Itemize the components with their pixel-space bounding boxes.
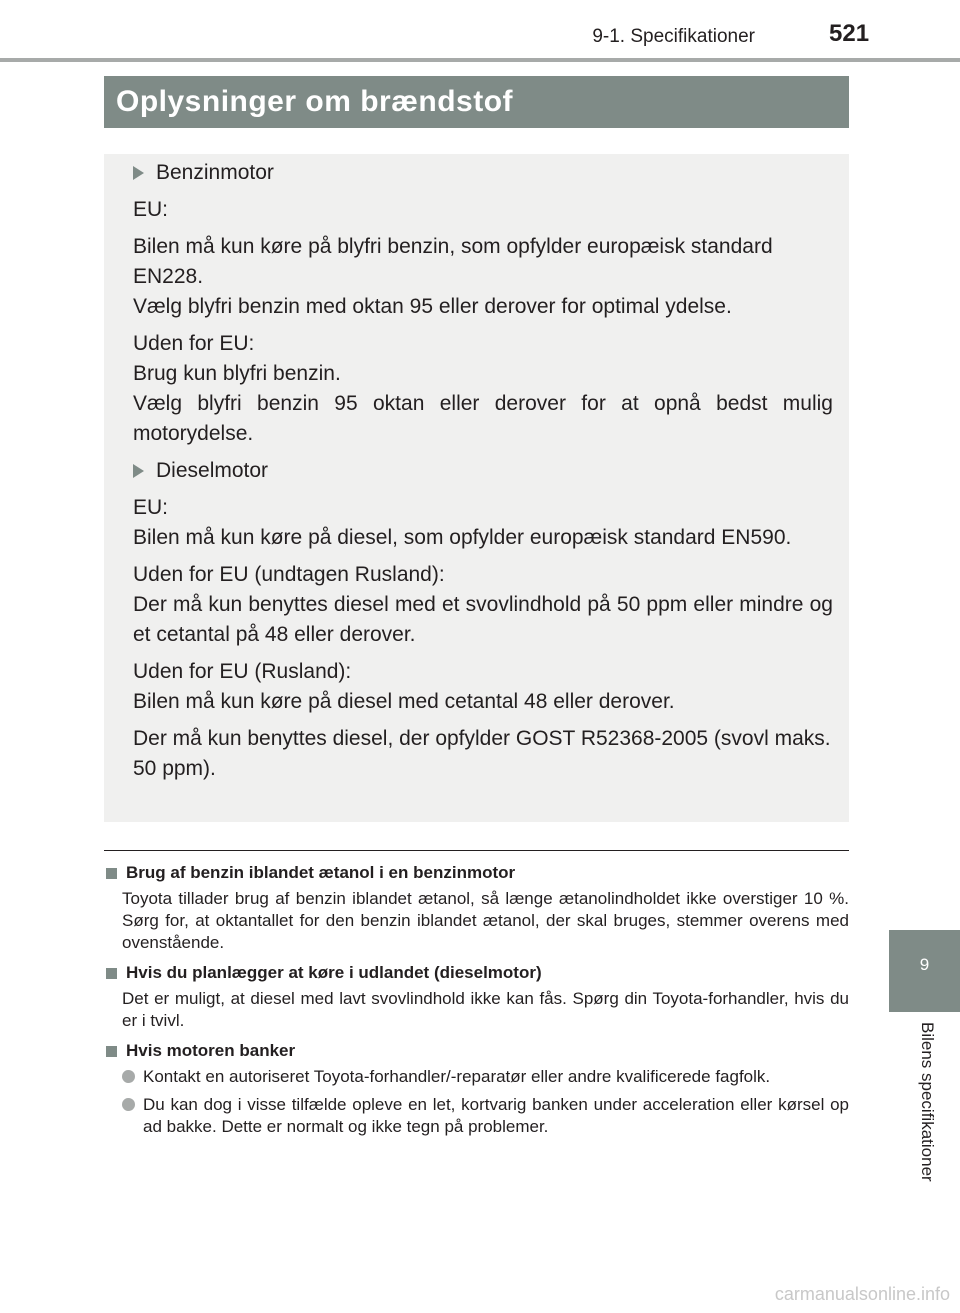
petrol-noneu-label: Uden for EU:	[133, 332, 255, 355]
circle-bullet-icon	[122, 1070, 135, 1083]
petrol-eu-text-1: Bilen må kun køre på blyfri benzin, som opfylder europæisk standard EN228.	[133, 235, 773, 288]
note-heading-text: Hvis du planlægger at køre i udlandet (dieselmotor)	[126, 963, 542, 982]
chapter-number: 9	[889, 930, 960, 1012]
diesel-ru-text-1: Bilen må kun køre på diesel med cetantal 48 eller derover.	[133, 690, 675, 713]
square-bullet-icon	[106, 868, 117, 879]
petrol-noneu-text-1: Brug kun blyfri benzin.	[133, 362, 341, 385]
fuel-info-box	[104, 154, 849, 822]
note-text-abroad: Det er muligt, at diesel med lavt svovlindhold ikke kan fås. Spørg din Toyota-forhandler, hvis du er i tvivl.	[122, 989, 849, 1030]
diesel-ru-text-2: Der må kun benyttes diesel, der opfylder GOST R52368-2005 (svovl maks. 50 ppm).	[133, 727, 831, 780]
circle-bullet-icon	[122, 1098, 135, 1111]
square-bullet-icon	[106, 1046, 117, 1057]
running-header-section: 9-1. Specifikationer	[592, 26, 755, 47]
bullet-text: Du kan dog i visse tilfælde opleve en let, kortvarig banken under acceleration eller kørsel op ad bakke. Dette er normalt og ikke tegn på problemer.	[143, 1095, 849, 1136]
diesel-heading-text: Dieselmotor	[156, 459, 269, 482]
petrol-subheading	[133, 158, 833, 188]
separator-rule	[104, 850, 849, 851]
petrol-eu-label: EU:	[133, 198, 169, 221]
note-heading-text: Hvis motoren banker	[126, 1041, 296, 1060]
note-heading-knock	[104, 1040, 849, 1062]
diesel-eu-label: EU:	[133, 496, 169, 519]
header-rule	[0, 58, 960, 62]
bullet-item	[104, 1066, 849, 1088]
diesel-noneu-text: Der må kun benyttes diesel med et svovlindhold på 50 ppm eller mindre og et cetantal på 48 eller derover.	[133, 593, 833, 646]
diesel-subheading	[133, 456, 833, 486]
note-heading-abroad	[104, 962, 849, 984]
notes-section	[104, 862, 849, 1144]
square-bullet-icon	[106, 968, 117, 979]
diesel-noneu-label: Uden for EU (undtagen Rusland):	[133, 563, 445, 586]
petrol-noneu-text-2: Vælg blyfri benzin 95 oktan eller derover for at opnå bedst mulig motorydelse.	[133, 392, 833, 445]
note-text-ethanol: Toyota tillader brug af benzin iblandet ætanol, så længe ætanolindholdet ikke overstiger 10 %. Sørg for, at oktantallet for den benzin iblandet ætanol, der skal bruges, stemmer overens med ovenstående.	[122, 889, 849, 952]
section-title-banner: Oplysninger om brændstof	[104, 76, 849, 128]
note-heading-ethanol	[104, 862, 849, 884]
bullet-text: Kontakt en autoriseret Toyota-forhandler/-reparatør eller andre kvalificerede fagfolk.	[143, 1067, 771, 1086]
diesel-eu-text: Bilen må kun køre på diesel, som opfylder europæisk standard EN590.	[133, 526, 792, 549]
page-number: 521	[829, 20, 870, 47]
chapter-side-tab	[889, 930, 960, 1210]
petrol-eu-text-2: Vælg blyfri benzin med oktan 95 eller derover for optimal ydelse.	[133, 295, 732, 318]
chapter-title: Bilens specifikationer	[918, 1022, 937, 1182]
note-heading-text: Brug af benzin iblandet ætanol i en benzinmotor	[126, 863, 516, 882]
triangle-bullet-icon	[133, 166, 144, 180]
triangle-bullet-icon	[133, 464, 144, 478]
diesel-ru-label: Uden for EU (Rusland):	[133, 660, 352, 683]
watermark: carmanualsonline.info	[774, 1284, 950, 1304]
bullet-item	[104, 1094, 849, 1138]
petrol-heading-text: Benzinmotor	[156, 161, 274, 184]
